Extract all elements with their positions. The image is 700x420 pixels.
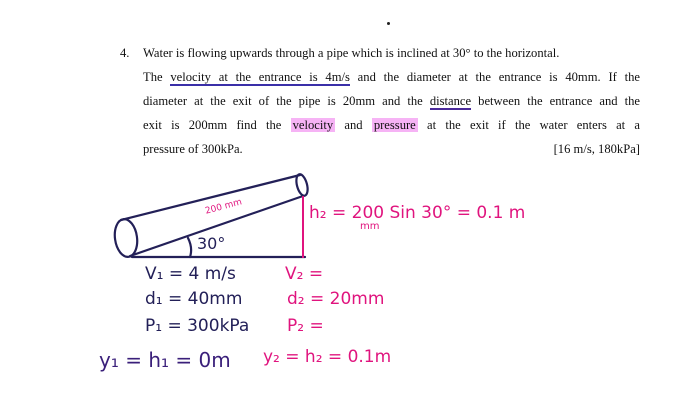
h2-unit: mm: [360, 221, 380, 232]
given-y1: y₁ = h₁ = 0m: [99, 348, 231, 372]
line4-text-b: at the exit if the water enters at a: [417, 118, 640, 132]
underlined-distance: distance: [429, 94, 472, 108]
h2-expression: h₂ = 200 Sin 30° = 0.1 m: [309, 203, 526, 223]
highlight-velocity: velocity: [292, 118, 334, 132]
y2-h2: y₂ = h₂ = 0.1m: [263, 347, 392, 367]
pipe-exit-ellipse: [294, 173, 309, 197]
given-v1: V₁ = 4 m/s: [145, 264, 236, 284]
problem-line-1: Water is flowing upwards through a pipe which is inclined at 30° to the horizontal.: [143, 46, 560, 60]
unknown-v2: V₂ =: [285, 264, 324, 284]
given-p1: P₁ = 300kPa: [145, 316, 250, 336]
question-number: 4.: [120, 46, 130, 60]
answer: [16 m/s, 180kPa]: [553, 142, 640, 156]
line5-text: pressure of 300kPa.: [143, 142, 243, 156]
given-d2: d₂ = 20mm: [287, 289, 385, 309]
pipe-entrance-ellipse: [112, 218, 139, 259]
highlight-pressure: pressure: [373, 118, 416, 132]
line4-text-a: exit is 200mm find the: [143, 118, 291, 132]
angle-label: 30°: [197, 234, 226, 253]
angle-arc: [188, 238, 191, 257]
underlined-velocity-entrance: velocity at the entrance is 4m/s: [170, 70, 350, 84]
line3-text-b: between the entrance and the: [471, 94, 640, 108]
line2-text-a: The: [143, 70, 171, 84]
unknown-p2: P₂ =: [287, 316, 324, 336]
given-d1: d₁ = 40mm: [145, 289, 243, 309]
line2-text-b: and the diameter at the entrance is 40mm. If the: [349, 70, 641, 84]
line4-and: and: [335, 118, 372, 132]
pipe-length-label: 200 mm: [204, 197, 244, 217]
line3-text-a: diameter at the exit of the pipe is 20mm and the: [143, 94, 430, 108]
